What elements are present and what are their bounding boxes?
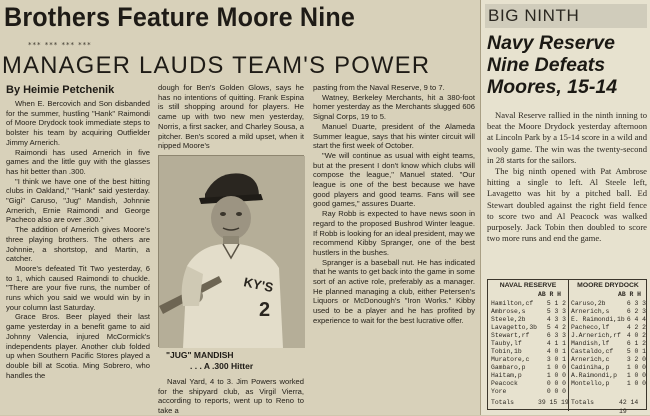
side-headline-line: Navy Reserve <box>487 32 615 54</box>
player-name: Yore <box>491 388 507 395</box>
box-score-row <box>571 316 647 324</box>
paragraph: Manuel Duarte, president of the Alameda Summer league, says that his winter circuit will start the first week of October. <box>313 121 475 151</box>
player-stats: 1 0 0 <box>626 364 646 371</box>
box-score-right-team: MOORE DRYDOCK <box>577 282 639 289</box>
player-name: Steele,2b <box>491 316 526 323</box>
paragraph: Ray Robb is expected to have news soon in regard to the proposed Bushrod Winter league. If Robb is looking for an ideal president, may we recommend Kibby Spranger, one of the best hustlers in the bushes. <box>313 209 475 257</box>
player-stats: 3 2 0 <box>626 356 646 363</box>
player-name: Lavagetto,3b <box>491 324 538 331</box>
box-score-col-heads-left: AB R H <box>538 291 562 298</box>
side-headline <box>487 32 647 98</box>
box-score-row <box>491 316 567 324</box>
paragraph: "I think we have one of the best hitting clubs in Oakland," "Hank" said yesterday. "Gigi" Caruso, "Jug" Mandish, Johnnie Arnerich, Ernie Raimondi and George Pacheco also are over .300." <box>6 176 150 225</box>
player-name: Montello,p <box>571 380 610 387</box>
box-score-row <box>491 348 567 356</box>
player-stats: 4 3 3 <box>546 316 566 323</box>
photo-caption-subtitle: . . . A .300 Hitter <box>190 361 254 371</box>
subheadline: MANAGER LAUDS TEAM'S POWER <box>2 52 431 79</box>
paragraph: The big ninth opened with Pat Ambrose hitting a single to left. Al Steele left, Lavagetto was hit by a pitched ball. Ed Stewart doubled against the right field fence to score two and Al Peacock was walked purposely. Jack Tobin then doubled to score two more runs and end the game. <box>487 166 647 244</box>
player-stats: 6 1 2 <box>626 340 646 347</box>
paragraph: Grace Bros. Beer played their last game yesterday in a benefit game to aid Johnny Valencia, injured McCormick's independents player. Another club folded up when Southern Pacific Stores played a double bill at Scotia. Ming Sobrero, who handles the <box>6 312 150 380</box>
box-score-row <box>491 372 567 380</box>
player-photo <box>158 155 304 347</box>
player-name: Tauby,lf <box>491 340 522 347</box>
player-stats: 5 1 2 <box>546 300 566 307</box>
player-name: A.Raimondi,p <box>571 372 618 379</box>
headline: Brothers Feature Moore Nine <box>4 2 356 32</box>
player-stats: 6 3 3 <box>626 300 646 307</box>
player-stats: 4 0 2 <box>626 332 646 339</box>
box-score-row <box>491 364 567 372</box>
paragraph: "We will continue as usual with eight teams, but at the present I don't know which clubs will compose the league," Manuel stated. "Our league is one of the best because we have good players and good teams. Fans will see good games," assures Duarte. <box>313 150 475 209</box>
player-name: Stewart,rf <box>491 332 530 339</box>
box-score-left-total-label: Totals <box>491 399 515 406</box>
player-name: Ambrose,s <box>491 308 526 315</box>
photo-caption-name: "JUG" MANDISH <box>166 350 234 360</box>
player-stats: 0 0 0 <box>546 380 566 387</box>
side-article-body <box>487 110 647 244</box>
baseball-player-image <box>159 156 305 348</box>
player-stats: 3 0 1 <box>546 356 566 363</box>
paragraph: Watney, Berkeley Merchants, hit a 380-foot homer yesterday as the Merchants slugged 606 Signal Corps, 19 to 5. <box>313 92 475 122</box>
side-headline-line: Moores, 15-14 <box>487 76 618 98</box>
box-score-row <box>571 356 647 364</box>
kicker: BIG NINTH <box>485 4 647 28</box>
box-score-row <box>491 356 567 364</box>
article-column-2-continued <box>158 377 304 415</box>
box-score-right-total-label: Totals <box>571 399 595 406</box>
svg-text:KY'S: KY'S <box>242 274 275 296</box>
box-score-row <box>571 308 647 316</box>
star-ornament: *** *** *** *** <box>28 41 92 49</box>
paragraph: The addition of Arnerich gives Moore's three playing brothers. The others are Johnnie, a shortstop, and Martin, a catcher. <box>6 225 150 264</box>
ornament-stars <box>0 38 480 52</box>
player-stats: 1 0 0 <box>546 364 566 371</box>
byline: By Heimie Petchenik <box>6 84 115 96</box>
player-name: Gambaro,p <box>491 364 526 371</box>
player-stats: 0 0 0 <box>546 388 566 395</box>
box-score-row <box>571 324 647 332</box>
player-stats: 6 4 4 <box>626 316 646 323</box>
box-score-right-total: 42 14 19 <box>619 399 639 415</box>
player-stats: 1 0 0 <box>626 380 646 387</box>
paragraph: Naval Yard, 4 to 3. Jim Powers worked for the shipyard club, as Virgil Vierra, according to reports, went up to Reno to take a <box>158 377 304 416</box>
box-score-row <box>491 324 567 332</box>
side-headline-line: Nine Defeats <box>487 54 606 76</box>
box-score-row <box>491 300 567 308</box>
player-stats: 1 0 0 <box>546 372 566 379</box>
box-score-col-heads-right: AB R H <box>618 291 642 298</box>
player-stats: 5 3 3 <box>546 308 566 315</box>
player-name: Caruso,2b <box>571 300 606 307</box>
box-score-left-team: NAVAL RESERVE <box>499 282 557 289</box>
player-name: Arnerich,c <box>571 356 610 363</box>
article-column-1 <box>6 99 150 415</box>
player-name: Tobin,1b <box>491 348 522 355</box>
paragraph: Spranger is a baseball nut. He has indicated that he wants to get back into the game in some sort of an active role, preferably as a manager. He planned managing a club, either Petersen's Liquors or McDonough's "Iron Works." Kibby used to be a player and he has profited by experience to wait for the best lucrative offer. <box>313 257 475 325</box>
box-score-row <box>571 348 647 356</box>
article-column-3 <box>313 83 475 415</box>
box-score-row <box>571 380 647 388</box>
player-name: Pacheco,lf <box>571 324 610 331</box>
paragraph: pasting from the Naval Reserve, 9 to 7. <box>313 83 445 92</box>
player-name: Muratore,c <box>491 356 530 363</box>
box-score-row <box>571 372 647 380</box>
box-score-row <box>571 300 647 308</box>
box-score-row <box>491 308 567 316</box>
player-name: Peacock <box>491 380 518 387</box>
box-score-row <box>491 332 567 340</box>
player-stats: 5 4 2 <box>546 324 566 331</box>
box-score-divider <box>568 280 569 411</box>
box-score <box>487 279 647 415</box>
paragraph: Moore's defeated Tit Two yesterday, 6 to 1, which caused Raimondi to chuckle. "There are your five runs, the number of runs which you said we would win by in your column last Saturday. <box>6 263 150 312</box>
player-stats: 4 0 1 <box>546 348 566 355</box>
player-name: E. Raimondi,1b <box>571 316 625 323</box>
player-name: Arnerich,s <box>571 308 610 315</box>
box-score-left-total: 39 15 19 <box>538 399 569 406</box>
player-stats: 6 2 3 <box>626 308 646 315</box>
player-stats: 4 1 1 <box>546 340 566 347</box>
box-score-row <box>571 340 647 348</box>
player-name: Haitam,p <box>491 372 522 379</box>
side-article <box>480 0 650 415</box>
player-stats: 1 0 0 <box>626 372 646 379</box>
player-stats: 4 2 2 <box>626 324 646 331</box>
player-name: Castaldo,cf <box>571 348 614 355</box>
paragraph: Naval Reserve rallied in the ninth inning to beat the Moore Drydock yesterday afternoon at Lincoln Park by a 15-14 score in a wild and wooly game. The win was the twenty-second in 28 starts for the sailors. <box>487 110 647 165</box>
box-score-row <box>491 380 567 388</box>
box-score-row <box>491 340 567 348</box>
player-name: Cadiniha,p <box>571 364 610 371</box>
paragraph: When E. Bercovich and Son disbanded for the summer, hustling "Hank" Raimondi of Moore Drydock took immediate steps to bolster his team by acquiring Outfielder Jimmy Arnerich. <box>6 99 150 147</box>
paragraph: dough for Ben's Golden Glows, says he has no intentions of quitting. Frank Espina is still shopping around for players. He came up with two new men yesterday, Norris, a first sacker, and Charley Sousa, a pitcher. Ben's scored a mild upset, when it nipped Moore's <box>158 83 304 151</box>
player-name: Hamilton,cf <box>491 300 534 307</box>
player-name: J.Arnerich,rf <box>571 332 621 339</box>
box-score-row <box>571 364 647 372</box>
player-stats: 6 3 3 <box>546 332 566 339</box>
article-column-2 <box>158 83 304 153</box>
box-score-row <box>571 332 647 340</box>
paragraph: Raimondi has used Arnerich in five games and the little guy with the glasses has hit better than .300. <box>6 147 150 176</box>
player-stats: 5 0 1 <box>626 348 646 355</box>
box-score-row <box>491 388 567 396</box>
player-name: Mandish,lf <box>571 340 610 347</box>
svg-text:2: 2 <box>259 299 271 321</box>
